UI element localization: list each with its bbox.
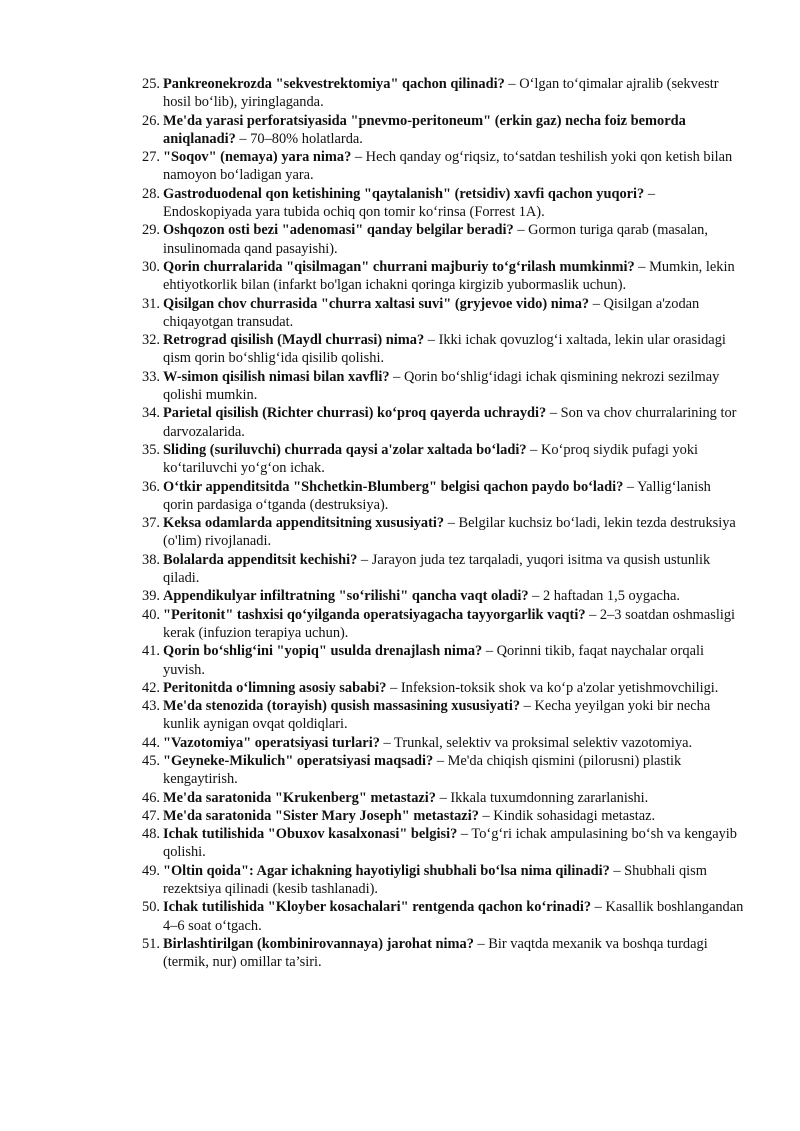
answer-text: – 2 haftadan 1,5 oygacha. bbox=[528, 588, 681, 605]
item-number: 26. bbox=[142, 112, 160, 129]
question-text: "Soqov" (nemaya) yara nima? bbox=[163, 149, 352, 166]
question-text: Me'da yarasi perforatsiyasida "pnevmo-peritoneum" (erkin gaz) necha foiz bemorda aniqlanadi? bbox=[163, 112, 686, 147]
list-item bbox=[134, 734, 744, 752]
question-text: Birlashtirilgan (kombinirovannaya) jarohat nima? bbox=[163, 935, 474, 952]
item-number: 33. bbox=[142, 368, 160, 385]
question-text: Gastroduodenal qon ketishining "qaytalanish" (retsidiv) xavfi qachon yuqori? bbox=[163, 185, 645, 202]
answer-text: – Yallig‘lanish qorin pardasiga o‘tganda (destruksiya). bbox=[163, 478, 711, 513]
list-item bbox=[134, 404, 744, 441]
item-number: 32. bbox=[142, 332, 160, 349]
question-text: Peritonitda o‘limning asosiy sababi? bbox=[163, 679, 387, 696]
item-number: 36. bbox=[142, 478, 160, 495]
answer-text: – O‘lgan to‘qimalar ajralib (sekvestr hosil bo‘lib), yiringlaganda. bbox=[163, 76, 719, 111]
question-text: Pankreonekrozda "sekvestrektomiya" qachon qilinadi? bbox=[163, 76, 505, 92]
answer-text: – Kindik sohasidagi metastaz. bbox=[478, 807, 656, 824]
question-text: "Peritonit" tashxisi qo‘yilganda operatsiyagacha tayyorgarlik vaqti? bbox=[163, 606, 586, 623]
list-item bbox=[134, 478, 744, 515]
list-item bbox=[134, 551, 744, 588]
list-item bbox=[134, 148, 744, 185]
item-number: 41. bbox=[142, 643, 160, 660]
item-number: 46. bbox=[142, 789, 160, 806]
item-number: 51. bbox=[142, 935, 160, 952]
question-text: "Vazotomiya" operatsiyasi turlari? bbox=[163, 734, 380, 751]
list-item bbox=[134, 862, 744, 899]
question-text: "Geyneke-Mikulich" operatsiyasi maqsadi? bbox=[163, 752, 434, 769]
item-number: 37. bbox=[142, 515, 160, 532]
item-number: 38. bbox=[142, 551, 160, 568]
list-item bbox=[134, 514, 744, 551]
list-item bbox=[134, 825, 744, 862]
list-item bbox=[134, 441, 744, 478]
question-text: Appendikulyar infiltratning "so‘rilishi" qancha vaqt oladi? bbox=[163, 588, 529, 605]
question-text: Oshqozon osti bezi "adenomasi" qanday belgilar beradi? bbox=[163, 222, 514, 239]
answer-text: – Son va chov churralarining tor darvozalarida. bbox=[163, 405, 737, 440]
answer-text: – Belgilar kuchsiz bo‘ladi, lekin tezda destruksiya (o'lim) rivojlanadi. bbox=[163, 515, 736, 550]
list-item bbox=[134, 679, 744, 697]
item-number: 39. bbox=[142, 588, 160, 605]
item-number: 27. bbox=[142, 149, 160, 166]
list-item bbox=[134, 642, 744, 679]
item-number: 30. bbox=[142, 258, 160, 275]
answer-text: – Infeksion-toksik shok va ko‘p a'zolar yetishmovchiligi. bbox=[386, 679, 719, 696]
list-item bbox=[134, 258, 744, 295]
list-item bbox=[134, 112, 744, 149]
list-item bbox=[134, 368, 744, 405]
answer-text: – Kasallik boshlangandan 4–6 soat o‘tgach. bbox=[163, 899, 744, 934]
question-text: Me'da saratonida "Krukenberg" metastazi? bbox=[163, 789, 436, 806]
answer-text: – Shubhali qism rezektsiya qilinadi (kesib tashlanadi). bbox=[163, 862, 707, 898]
question-text: Qorin bo‘shlig‘ini "yopiq" usulda drenajlash nima? bbox=[163, 643, 483, 660]
list-item bbox=[134, 752, 744, 789]
answer-text: – Mumkin, lekin ehtiyotkorlik bilan (infarkt bo'lgan ichakni qoringa kirgizib yubormaslik uchun). bbox=[163, 258, 735, 294]
question-text: Parietal qisilish (Richter churrasi) ko‘proq qayerda uchraydi? bbox=[163, 405, 547, 422]
list-item bbox=[134, 185, 744, 222]
question-text: O‘tkir appenditsitda "Shchetkin-Blumberg" belgisi qachon paydo bo‘ladi? bbox=[163, 478, 624, 495]
item-number: 31. bbox=[142, 295, 160, 312]
answer-text: – Ikkala tuxumdonning zararlanishi. bbox=[436, 789, 649, 806]
item-number: 49. bbox=[142, 862, 160, 879]
item-number: 29. bbox=[142, 222, 160, 239]
answer-text: – Jarayon juda tez tarqaladi, yuqori isitma va qusish ustunlik qiladi. bbox=[163, 551, 711, 587]
question-text: Qisilgan chov churrasida "churra xaltasi suvi" (gryjevoe vido) nima? bbox=[163, 295, 590, 312]
item-number: 35. bbox=[142, 441, 160, 458]
list-item bbox=[134, 789, 744, 807]
answer-text: – Hech qanday og‘riqsiz, to‘satdan teshilish yoki qon ketish bilan namoyon bo‘ladigan yara. bbox=[163, 149, 733, 184]
list-item bbox=[134, 807, 744, 825]
answer-text: – Kecha yeyilgan yoki bir necha kunlik aynigan ovqat qoldiqlari. bbox=[163, 698, 711, 733]
question-text: Bolalarda appenditsit kechishi? bbox=[163, 551, 358, 568]
question-text: Me'da saratonida "Sister Mary Joseph" metastazi? bbox=[163, 807, 479, 824]
item-number: 42. bbox=[142, 679, 160, 696]
list-item bbox=[134, 221, 744, 258]
answer-text: – Bir vaqtda mexanik va boshqa turdagi (termik, nur) omillar ta’siri. bbox=[163, 935, 708, 971]
answer-text: – Me'da chiqish qismini (pilorusni) plastik kengaytirish. bbox=[163, 752, 682, 788]
item-number: 44. bbox=[142, 734, 160, 751]
question-text: Retrograd qisilish (Maydl churrasi) nima? bbox=[163, 332, 425, 349]
answer-text: – Qorin bo‘shlig‘idagi ichak qismining nekrozi sezilmay qolishi mumkin. bbox=[163, 368, 720, 404]
answer-text: – Qorinni tikib, faqat naychalar orqali yuvish. bbox=[163, 643, 705, 678]
list-item bbox=[134, 697, 744, 734]
question-text: Keksa odamlarda appenditsitning xususiyati? bbox=[163, 515, 445, 532]
item-number: 47. bbox=[142, 807, 160, 824]
list-item bbox=[134, 331, 744, 368]
answer-text: – Ikki ichak qovuzlog‘i xaltada, lekin ular orasidagi qism qorin bo‘shlig‘ida qisilib qolishi. bbox=[163, 332, 726, 367]
list-item bbox=[134, 935, 744, 972]
answer-text: – Endoskopiyada yara tubida ochiq qon tomir ko‘rinsa (Forrest 1A). bbox=[163, 185, 656, 221]
question-text: W-simon qisilish nimasi bilan xavfli? bbox=[163, 368, 390, 385]
question-text: Ichak tutilishida "Obuxov kasalxonasi" belgisi? bbox=[163, 826, 458, 843]
question-text: Ichak tutilishida "Kloyber kosachalari" rentgenda qachon ko‘rinadi? bbox=[163, 899, 592, 916]
item-number: 25. bbox=[142, 76, 160, 92]
list-item bbox=[134, 587, 744, 605]
item-number: 28. bbox=[142, 185, 160, 202]
question-text: "Oltin qoida": Agar ichakning hayotiyligi shubhali bo‘lsa nima qilinadi? bbox=[163, 862, 610, 879]
item-number: 45. bbox=[142, 752, 160, 769]
question-text: Qorin churralarida "qisilmagan" churrani majburiy to‘g‘rilash mumkinmi? bbox=[163, 258, 635, 275]
question-answer-list bbox=[134, 75, 744, 972]
item-number: 48. bbox=[142, 826, 160, 843]
question-text: Me'da stenozida (torayish) qusish massasining xususiyati? bbox=[163, 698, 521, 715]
question-text: Sliding (suriluvchi) churrada qaysi a'zolar xaltada bo‘ladi? bbox=[163, 441, 527, 458]
answer-text: – Gormon turiga qarab (masalan, insulinomada qand pasayishi). bbox=[163, 222, 708, 257]
item-number: 50. bbox=[142, 899, 160, 916]
answer-text: – To‘g‘ri ichak ampulasining bo‘sh va kengayib qolishi. bbox=[163, 826, 737, 861]
answer-text: – Ko‘proq siydik pufagi yoki ko‘tariluvchi yo‘g‘on ichak. bbox=[163, 441, 699, 477]
answer-text: – Qisilgan a'zodan chiqayotgan transudat. bbox=[163, 295, 700, 330]
list-item bbox=[134, 75, 744, 112]
list-item bbox=[134, 898, 744, 935]
item-number: 43. bbox=[142, 698, 160, 715]
answer-text: – 70–80% holatlarda. bbox=[235, 130, 363, 147]
list-item bbox=[134, 606, 744, 643]
answer-text: – Trunkal, selektiv va proksimal selektiv vazotomiya. bbox=[379, 734, 693, 751]
item-number: 34. bbox=[142, 405, 160, 422]
answer-text: – 2–3 soatdan oshmasligi kerak (infuzion terapiya uchun). bbox=[163, 606, 736, 641]
item-number: 40. bbox=[142, 606, 160, 623]
list-item bbox=[134, 295, 744, 332]
